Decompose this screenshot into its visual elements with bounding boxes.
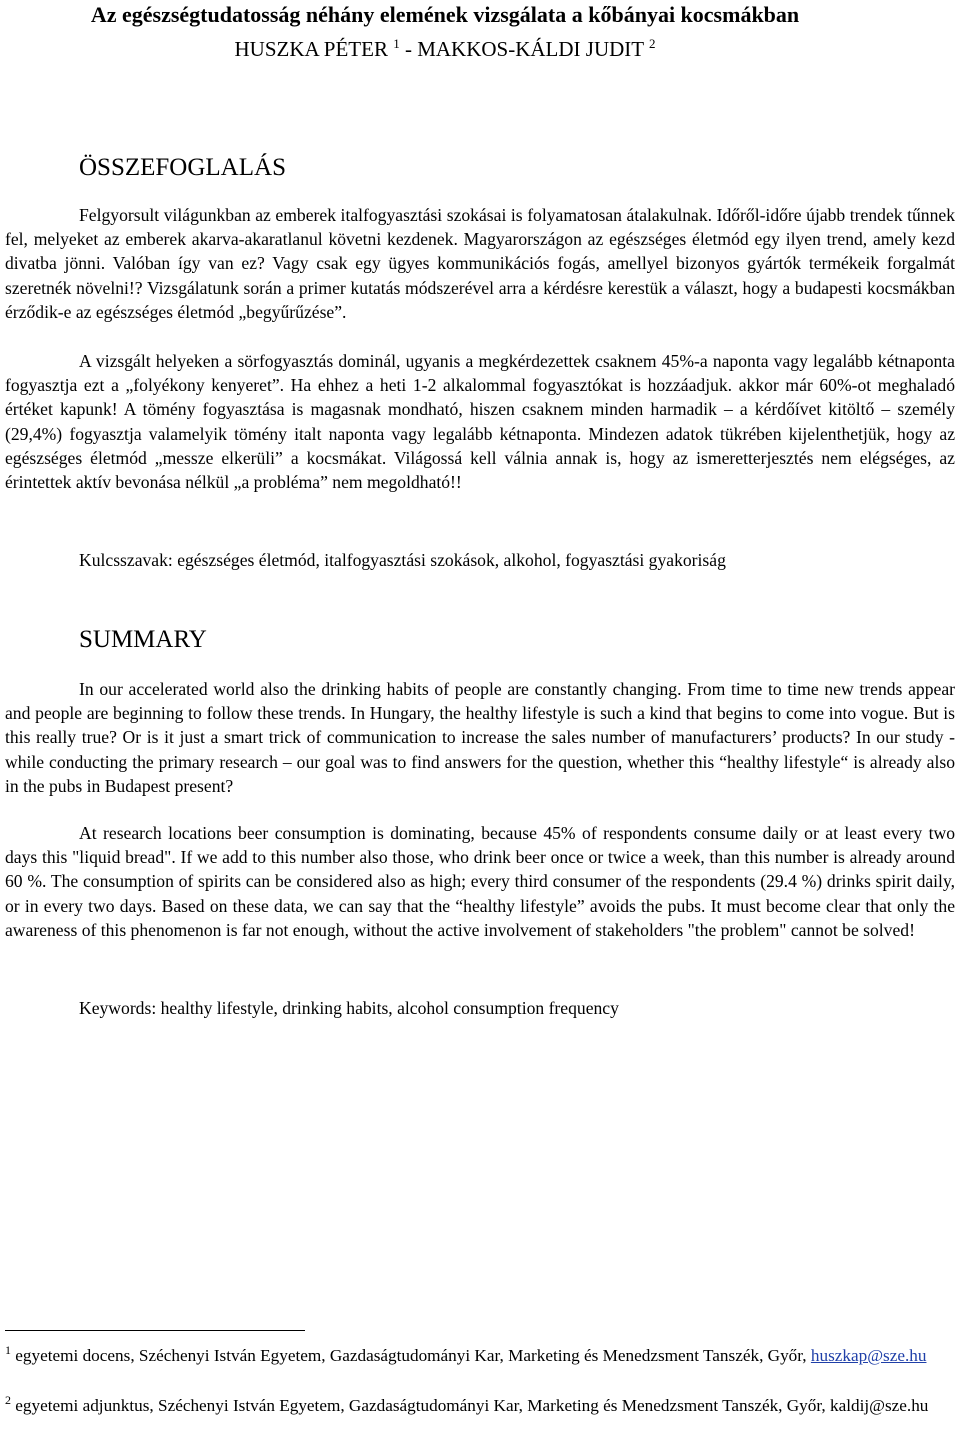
author-2-footnote-ref: 2 [648, 36, 656, 51]
footnote-2-number: 2 [5, 1393, 11, 1407]
footnote-1-number: 1 [5, 1343, 11, 1357]
section-heading-osszefoglalas: ÖSSZEFOGLALÁS [79, 154, 286, 181]
footnote-1-text: egyetemi docens, Széchenyi István Egyetem, Gazdaságtudományi Kar, Marketing és Menedzsment Tanszék, Győr, [11, 1346, 811, 1365]
footnote-1 [5, 1344, 945, 1368]
abstract-en-paragraph-1: In our accelerated world also the drinking habits of people are constantly changing. From time to time new trends appear and people are beginning to follow these trends. In Hungary, the healthy lifestyle is such a kind that begins to come into vogue. But is this really true? Or is it just a smart trick of communication to increase the sales number of manufacturers’ products? In our study - while conducting the primary research – our goal was to find answers for the question, whether this “healthy lifestyle“ is already also in the pubs in Budapest present? [5, 679, 955, 796]
abstract-hu-paragraph-2: A vizsgált helyeken a sörfogyasztás dominál, ugyanis a megkérdezettek csaknem 45%-a naponta vagy legalább kétnaponta fogyasztja ezt a „folyékony kenyeret”. Ha ehhez a heti 1-2 alkalommal fogyasztókat is hozzáadjuk. akkor már 60%-ot meghaladó értéket kapunk! A tömény fogyasztása is magasnak mondható, hiszen csaknem minden harmadik – a kérdőívet kitöltő – személy (29,4%) fogyasztja valamelyik tömény italt naponta vagy legalább kétnaponta. Mindezen adatok tükrében kijelenthetjük, hogy az egészséges életmód „messze elkerüli” a kocsmákat. Világossá kell válnia annak is, hogy az ismeretterjesztés nem elégséges, az érintettek aktív bevonása nélkül „a probléma” nem megoldható!! [5, 351, 955, 493]
keywords-en: Keywords: healthy lifestyle, drinking habits, alcohol consumption frequency [79, 998, 619, 1018]
footnote-2-text: egyetemi adjunktus, Széchenyi István Egyetem, Gazdaságtudományi Kar, Marketing és Menedzsment Tanszék, Győr, [11, 1396, 830, 1415]
section-heading-summary: SUMMARY [79, 626, 207, 653]
author-2: MAKKOS-KÁLDI JUDIT [417, 37, 644, 61]
author-line [0, 36, 890, 62]
footnote-2-email: kaldij@sze.hu [830, 1396, 929, 1415]
footnote-1-email-link[interactable]: huszkap@sze.hu [810, 1346, 927, 1365]
author-1-footnote-ref: 1 [393, 36, 400, 51]
footnote-2 [5, 1394, 945, 1418]
author-1: HUSZKA PÉTER [234, 37, 388, 61]
abstract-en-paragraph-2: At research locations beer consumption is dominating, because 45% of respondents consume daily or at least every two days this "liquid bread". If we add to this number also those, who drink beer once or twice a week, than this number is already around 60 %. The consumption of spirits can be considered also as high; every third consumer of the respondents (29.4 %) drinks spirit daily, or in every two days. Based on these data, we can say that the “healthy lifestyle” avoids the pubs. It must become clear that only the awareness of this phenomenon is far not enough, without the active involvement of stakeholders "the problem" cannot be solved! [5, 823, 955, 940]
footnote-separator [5, 1330, 305, 1331]
paper-title: Az egészségtudatosság néhány elemének vizsgálata a kőbányai kocsmákban [90, 2, 800, 27]
keywords-hu: Kulcsszavak: egészséges életmód, italfogyasztási szokások, alkohol, fogyasztási gyakoriság [79, 550, 726, 570]
author-separator: - [399, 37, 418, 61]
abstract-hu-paragraph-1: Felgyorsult világunkban az emberek italfogyasztási szokásai is folyamatosan átalakulnak. Időről-időre újabb trendek tűnnek fel, melyeket az emberek akarva-akaratlanul követni kezdenek. Magyarországon az egészséges életmód egy ilyen trend, amely kezd divatba jönni. Valóban így van ez? Vagy csak egy ügyes kommunikációs fogás, amellyel bizonyos gyártók termékeik forgalmát szeretnék növelni!? Vizsgálatunk során a primer kutatás módszerével arra a kérdésre kerestük a választ, hogy a budapesti kocsmákban érződik-e az egészséges életmód „begyűrűzése”. [5, 205, 955, 322]
